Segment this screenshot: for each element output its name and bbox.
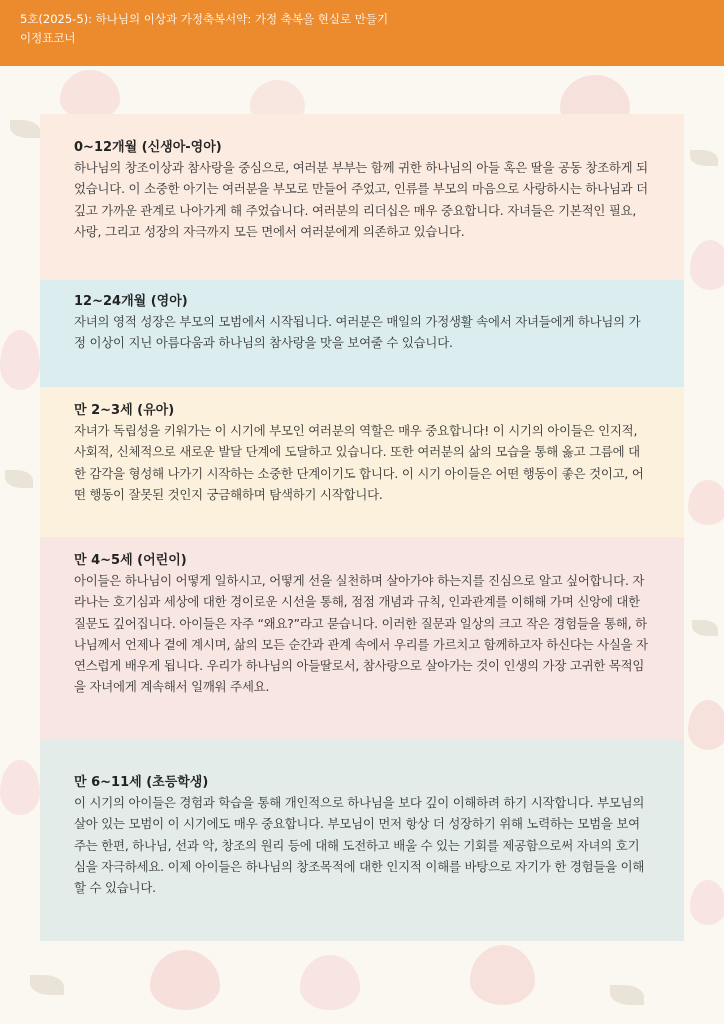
leaf-decoration [692, 620, 718, 636]
milestone-title: 만 6~11세 (초등학생) [74, 775, 209, 790]
milestone-card-0-12-months [40, 114, 684, 280]
flower-decoration [0, 330, 40, 390]
milestone-title: 12~24개월 (영아) [74, 294, 188, 309]
flower-decoration [690, 880, 724, 925]
flower-decoration [690, 240, 724, 290]
leaf-decoration [5, 470, 33, 488]
milestone-card-2-3-years [40, 387, 684, 537]
flower-decoration [0, 760, 40, 815]
leaf-decoration [30, 975, 64, 995]
flower-decoration [60, 70, 120, 120]
milestone-body: 아이들은 하나님이 어떻게 일하시고, 어떻게 선을 실천하며 살아가야 하는지를 진심으로 알고 싶어합니다. 자라나는 호기심과 세상에 대한 경이로운 시선을 통해, 점점 개념과 규칙, 인과관계를 이해해 가며 신앙에 대한 질문도 깊어집니다. 아이들은 자주 “왜요?”라고 묻습니다. 이러한 질문과 일상의 크고 작은 경험들을 통해, 하나님께서 언제나 곁에 계시며, 삶의 모든 순간과 관계 속에서 우리를 가르치고 함께하고자 하신다는 사실을 자연스럽게 배우게 됩니다. 우리가 하나님의 아들딸로서, 참사랑으로 살아가는 것이 인생의 가장 고귀한 목적임을 자녀에게 계속해서 일깨워 주세요. [74, 573, 648, 695]
flower-decoration [150, 950, 220, 1010]
milestone-title: 만 2~3세 (유아) [74, 403, 175, 418]
leaf-decoration [10, 120, 40, 138]
flower-decoration [688, 480, 724, 525]
issue-title: 5호(2025-5): 하나님의 이상과 가정축복서약: 가정 축복을 현실로 만들기 [20, 12, 389, 26]
section-label: 이정표코너 [20, 31, 76, 45]
leaf-decoration [690, 150, 718, 166]
milestone-body: 이 시기의 아이들은 경험과 학습을 통해 개인적으로 하나님을 보다 깊이 이해하려 하기 시작합니다. 부모님의 살아 있는 모범이 이 시기에도 매우 중요합니다. 부모님이 먼저 항상 더 성장하기 위해 노력하는 모범을 보여주는 한편, 하나님, 선과 악, 창조의 원리 등에 대해 도전하고 배울 수 있는 기회를 제공함으로써 자녀의 호기심을 자극하세요. 이제 아이들은 하나님의 창조목적에 대한 인지적 이해를 바탕으로 자기가 한 경험들을 이해할 수 있습니다. [74, 795, 645, 896]
milestone-body: 자녀가 독립성을 키워가는 이 시기에 부모인 여러분의 역할은 매우 중요합니다! 이 시기의 아이들은 인지적, 사회적, 신체적으로 새로운 발달 단계에 도달하고 있습니다. 또한 여러분의 삶의 모습을 통해 옳고 그름에 대한 감각을 형성해 나가기 시작하는 소중한 단계이기도 합니다. 이 시기 아이들은 어떤 행동이 좋은 것이고, 어떤 행동이 잘못된 것인지 궁금해하며 탐색하기 시작합니다. [74, 423, 644, 502]
milestone-card-4-5-years [40, 537, 684, 739]
page-header [0, 0, 724, 66]
milestone-title: 만 4~5세 (어린이) [74, 553, 187, 568]
milestone-card-6-11-years [40, 739, 684, 941]
milestone-body: 하나님의 창조이상과 참사랑을 중심으로, 여러분 부부는 함께 귀한 하나님의 아들 혹은 딸을 공동 창조하게 되었습니다. 이 소중한 아기는 여러분을 부모로 만들어 주었고, 인류를 부모의 마음으로 사랑하시는 하나님과 더 깊고 가까운 관계로 나아가게 해 주었습니다. 여러분의 리더십은 매우 중요합니다. 자녀들은 기본적인 필요, 사랑, 그리고 성장의 자극까지 모든 면에서 여러분에게 의존하고 있습니다. [74, 160, 648, 239]
leaf-decoration [610, 985, 644, 1005]
milestone-card-12-24-months [40, 280, 684, 387]
flower-decoration [688, 700, 724, 750]
milestone-title: 0~12개월 (신생아-영아) [74, 140, 222, 155]
flower-decoration [470, 945, 535, 1005]
flower-decoration [300, 955, 360, 1010]
milestone-body: 자녀의 영적 성장은 부모의 모범에서 시작됩니다. 여러분은 매일의 가정생활 속에서 자녀들에게 하나님의 가정 이상이 지닌 아름다움과 하나님의 참사랑을 맛을 보여줄 수 있습니다. [74, 314, 641, 351]
